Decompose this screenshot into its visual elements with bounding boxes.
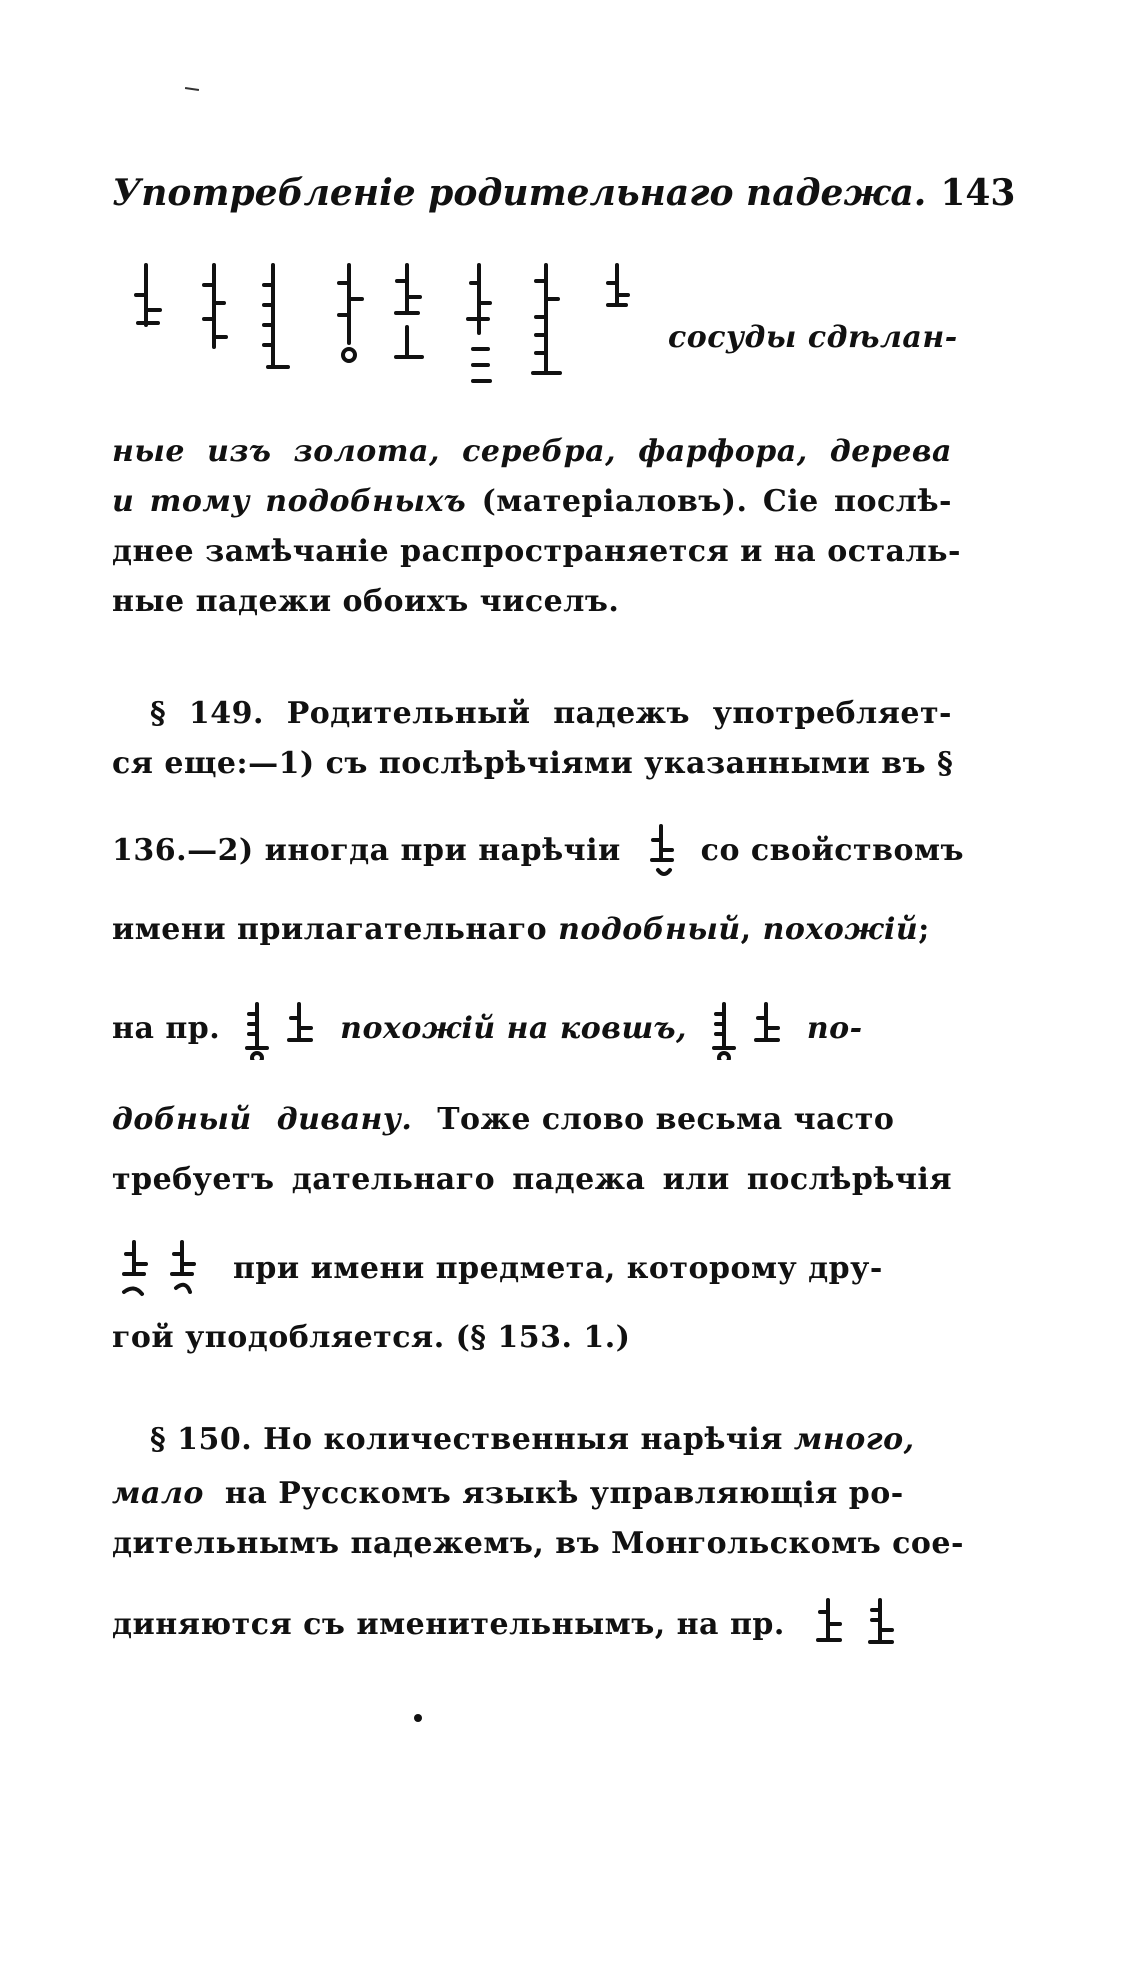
- paragraph-149-line-8: [112, 1238, 952, 1302]
- text-regular: диняются съ именительнымъ, на пр.: [112, 1607, 785, 1642]
- text-regular: 136.—2) иногда при нарѣчіи: [112, 833, 621, 868]
- mongolian-script-image: [128, 255, 648, 415]
- text-segment: сосуды сдѣлан-: [668, 320, 958, 355]
- mongolian-script-word: [237, 1000, 323, 1060]
- line-1-tail: [668, 318, 958, 358]
- mongolian-script-row: [128, 255, 648, 415]
- stray-dot: [414, 1714, 422, 1722]
- running-header: [112, 172, 1016, 214]
- mongolian-script-word: [704, 1000, 790, 1060]
- text-italic: похожій на ковшъ,: [340, 1011, 687, 1046]
- text-regular: при имени предмета, которому дру-: [232, 1251, 883, 1286]
- text-regular: на Русскомъ языкѣ управляющія ро-: [224, 1476, 904, 1511]
- text-italic: дивану.: [276, 1102, 413, 1137]
- paragraph-150-line-3: дительнымъ падежемъ, въ Монгольскомъ сое-: [112, 1526, 964, 1561]
- text-italic: и тому подобныхъ: [112, 484, 467, 519]
- paragraph-149-line-7: требуетъ дательнаго падежа или послѣрѣчія: [112, 1162, 952, 1197]
- mongolian-script-word: [644, 822, 678, 882]
- paragraph-149-line-1: § 149. Родительный падежъ употребляет-: [150, 696, 952, 731]
- mongolian-script-word: [112, 1238, 212, 1302]
- stray-mark: [185, 87, 199, 91]
- text-italic: много,: [793, 1422, 915, 1457]
- text-italic: подобный: [558, 912, 741, 947]
- text-regular: Тоже слово весьма часто: [437, 1102, 895, 1137]
- text-regular: ,: [740, 912, 752, 947]
- text-regular: имени прилагательнаго: [112, 912, 548, 947]
- paragraph-150-line-4: [112, 1596, 952, 1656]
- text-italic: похожій: [762, 912, 919, 947]
- paragraph-149-line-9: гой уподобляется. (§ 153. 1.): [112, 1320, 631, 1355]
- line-4: днее замѣчаніе распространяется и на осталь-: [112, 534, 961, 569]
- paragraph-149-line-4: [112, 910, 952, 950]
- paragraph-150-line-1: [150, 1420, 952, 1460]
- line-5: ные падежи обоихъ чиселъ.: [112, 584, 620, 619]
- page-number: 143: [940, 172, 1016, 214]
- line-2: ные изъ золота, серебра, фарфора, дерева: [112, 434, 952, 469]
- text-regular: ;: [918, 912, 930, 947]
- mongolian-script-word: [806, 1596, 906, 1656]
- text-italic: мало: [112, 1476, 204, 1511]
- text-regular: со свойствомъ: [700, 833, 965, 868]
- paragraph-149-line-3: [112, 822, 965, 882]
- paragraph-149-line-5: [112, 1000, 952, 1060]
- paragraph-149-line-2: ся еще:—1) съ послѣрѣчіями указанными въ §: [112, 746, 954, 781]
- text-regular: на пр.: [112, 1011, 221, 1046]
- paragraph-150-line-2: [112, 1474, 952, 1514]
- paragraph-149-line-6: [112, 1100, 952, 1140]
- text-italic: добный: [112, 1102, 252, 1137]
- text-regular: (матеріаловъ). Сіе послѣ-: [481, 484, 952, 519]
- line-3: [112, 482, 952, 522]
- text-regular: § 150. Но количественныя нарѣчія: [150, 1422, 783, 1457]
- header-title: Употребленіе родительнаго падежа.: [112, 172, 927, 214]
- text-italic: по-: [806, 1011, 863, 1046]
